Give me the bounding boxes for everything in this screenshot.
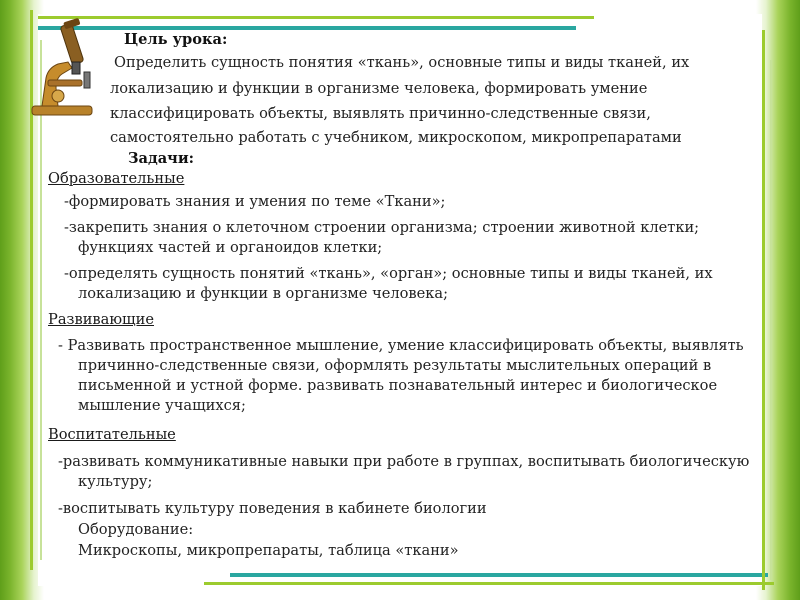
goal-line-4: самостоятельно работать с учебником, микроскопом, микропрепаратами xyxy=(110,129,682,146)
section-heading-upbringing: Воспитательные xyxy=(48,426,176,443)
goal-line-1: Определить сущность понятия «ткань», основные типы и виды тканей, их xyxy=(114,54,690,71)
list-item: -определять сущность понятий «ткань», «орган»; основные типы и виды тканей, их локализацию и функции в организме человека; xyxy=(64,265,713,302)
list-item: -развивать коммуникативные навыки при работе в группах, воспитывать биологическую культуру; xyxy=(58,453,750,490)
equipment-title: Оборудование: xyxy=(78,521,194,538)
goal-line-2: локализацию и функции в организме человека, формировать умение xyxy=(110,80,648,97)
list-item: -формировать знания и умения по теме «Ткани»; xyxy=(64,193,446,210)
top-bar-teal xyxy=(38,26,576,30)
list-item: -закрепить знания о клеточном строении организма; строении животной клетки; функциях частей и органоидов клетки; xyxy=(64,219,700,256)
equipment-text: Микроскопы, микропрепараты, таблица «ткани» xyxy=(78,542,459,559)
microscope-icon xyxy=(28,18,103,118)
bottom-bar-teal xyxy=(230,573,768,577)
goal-line-3: классифицировать объекты, выявлять причинно-следственные связи, xyxy=(110,105,651,122)
list-item: -воспитывать культуру поведения в кабинете биологии xyxy=(58,500,487,517)
right-vline-2 xyxy=(770,60,772,580)
section-heading-developing: Развивающие xyxy=(48,311,154,328)
tasks-title: Задачи: xyxy=(128,150,195,167)
top-bar-lime xyxy=(38,16,594,19)
goal-title: Цель урока: xyxy=(124,31,228,48)
right-vline xyxy=(762,30,765,590)
bottom-bar-lime xyxy=(204,582,774,585)
section-heading-educational: Образовательные xyxy=(48,170,185,187)
list-item: - Развивать пространственное мышление, умение классифицировать объекты, выявлять причинно-следственные связи, оформлять результаты мыслительных операций в письменной и устной форме. развивать познавательный интерес и биологическое мышление учащихся; xyxy=(58,337,744,414)
left-vline-2 xyxy=(40,40,42,560)
